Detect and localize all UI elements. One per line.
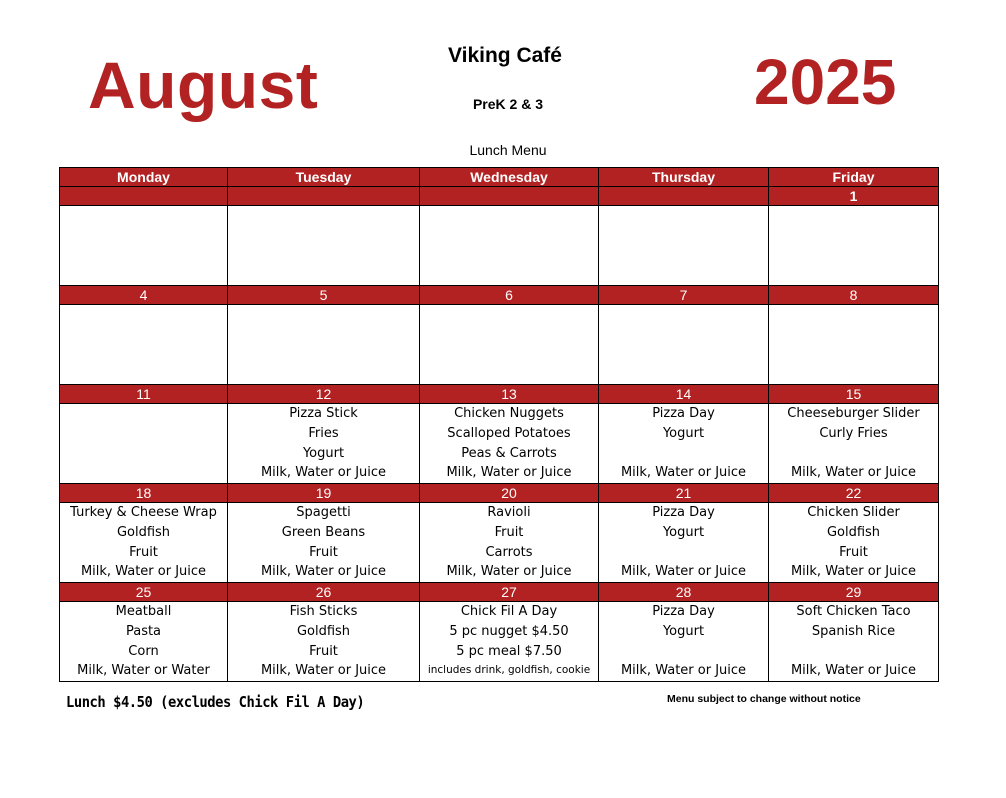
- menu-item: Fruit: [129, 544, 158, 560]
- date-cell: 29: [769, 583, 939, 602]
- menu-cell: [60, 404, 228, 484]
- cafe-name: Viking Café: [448, 44, 562, 67]
- date-cell: 11: [60, 385, 228, 404]
- menu-item: Milk, Water or Juice: [260, 564, 387, 580]
- date-cell: 28: [599, 583, 769, 602]
- menu-item: Fruit: [494, 524, 524, 540]
- menu-item: [599, 543, 768, 563]
- menu-cell: [60, 503, 228, 583]
- menu-item: Yogurt: [302, 445, 345, 461]
- menu-item: Milk, Water or Juice: [790, 465, 917, 481]
- disclaimer-note: Menu subject to change without notice: [667, 693, 861, 705]
- menu-cell: [599, 404, 769, 484]
- menu-cell: [420, 404, 599, 484]
- weekday-header: Thursday: [599, 168, 769, 187]
- weekday-header: Tuesday: [228, 168, 420, 187]
- menu-cell: [769, 602, 939, 682]
- grade-level: PreK 2 & 3: [472, 96, 544, 112]
- menu-item: Milk, Water or Juice: [790, 564, 917, 580]
- menu-cell: [769, 503, 939, 583]
- weekday-header-row: [60, 168, 939, 187]
- menu-item: Green Beans: [281, 524, 366, 540]
- date-cell: 12: [228, 385, 420, 404]
- menu-item: Corn: [128, 643, 159, 659]
- menu-cell: [599, 503, 769, 583]
- date-row: [60, 286, 939, 305]
- date-row: [60, 187, 939, 206]
- menu-item: Pasta: [125, 623, 162, 639]
- menu-cell: [769, 206, 939, 286]
- menu-item: [769, 642, 938, 662]
- date-cell: 18: [60, 484, 228, 503]
- menu-item: Pizza Day: [652, 604, 715, 619]
- menu-item: Milk, Water or Juice: [80, 564, 207, 580]
- menu-cell: [599, 602, 769, 682]
- menu-item: Yogurt: [662, 425, 705, 441]
- menu-item: Cheeseburger Slider: [787, 406, 920, 421]
- menu-item: Chicken Nuggets: [454, 406, 564, 421]
- menu-item: Milk, Water or Juice: [260, 465, 387, 481]
- menu-item: Milk, Water or Juice: [620, 465, 747, 481]
- menu-cell: [599, 305, 769, 385]
- menu-item: Spagetti: [296, 505, 351, 520]
- date-cell: 7: [599, 286, 769, 305]
- menu-item: Fruit: [309, 643, 338, 659]
- date-cell: 13: [420, 385, 599, 404]
- menu-cell: [228, 305, 420, 385]
- date-cell: 26: [228, 583, 420, 602]
- menu-item: Yogurt: [662, 623, 705, 639]
- menu-item: Soft Chicken Taco: [796, 604, 911, 619]
- date-cell: 5: [228, 286, 420, 305]
- month-title: August: [88, 48, 319, 122]
- menu-cell: [769, 305, 939, 385]
- date-cell: 6: [420, 286, 599, 305]
- menu-cell: [420, 503, 599, 583]
- menu-cell: [599, 206, 769, 286]
- date-cell: 14: [599, 385, 769, 404]
- calendar-table: [59, 167, 939, 682]
- date-row: [60, 385, 939, 404]
- menu-item: Chicken Slider: [807, 505, 900, 520]
- year-title: 2025: [754, 46, 897, 118]
- menu-item: Meatball: [115, 604, 172, 619]
- menu-item: Milk, Water or Water: [77, 663, 210, 679]
- menu-item: Ravioli: [487, 505, 531, 520]
- date-cell: [420, 187, 599, 206]
- menu-item: Pizza Stick: [289, 406, 358, 421]
- menu-cell: [60, 602, 228, 682]
- menu-item: [599, 444, 768, 464]
- menu-item: Fries: [308, 425, 339, 441]
- menu-cell: [420, 305, 599, 385]
- menu-cell: [228, 404, 420, 484]
- menu-cell: [420, 206, 599, 286]
- menu-item: Fish Sticks: [289, 604, 358, 619]
- menu-row: [60, 503, 939, 583]
- date-cell: 1: [769, 187, 939, 206]
- date-row: [60, 484, 939, 503]
- date-cell: 20: [420, 484, 599, 503]
- menu-title: Lunch Menu: [469, 142, 547, 158]
- date-cell: 4: [60, 286, 228, 305]
- menu-item: [599, 642, 768, 662]
- menu-item: Fruit: [839, 544, 868, 560]
- date-cell: 21: [599, 484, 769, 503]
- menu-item: Pizza Day: [652, 406, 715, 421]
- menu-item: Chick Fil A Day: [460, 604, 558, 619]
- menu-row: [60, 305, 939, 385]
- menu-item: Spanish Rice: [811, 623, 896, 639]
- menu-item: Fruit: [309, 544, 338, 560]
- date-cell: 27: [420, 583, 599, 602]
- price-note: Lunch $4.50 (excludes Chick Fil A Day): [66, 693, 365, 711]
- menu-row: [60, 206, 939, 286]
- menu-item: 5 pc nugget $4.50: [449, 623, 569, 639]
- menu-item: Milk, Water or Juice: [446, 564, 572, 580]
- menu-item: Peas & Carrots: [461, 445, 557, 461]
- date-cell: 8: [769, 286, 939, 305]
- menu-item: Curly Fries: [819, 425, 888, 441]
- date-cell: [599, 187, 769, 206]
- menu-item: Goldfish: [116, 524, 171, 540]
- menu-cell: [60, 305, 228, 385]
- menu-item: Milk, Water or Juice: [620, 564, 747, 580]
- menu-item: Milk, Water or Juice: [620, 663, 747, 679]
- menu-item: Turkey & Cheese Wrap: [70, 505, 217, 520]
- menu-row: [60, 404, 939, 484]
- menu-cell: [769, 404, 939, 484]
- weekday-header: Wednesday: [420, 168, 599, 187]
- menu-item: [769, 444, 938, 464]
- date-cell: 22: [769, 484, 939, 503]
- menu-item: Goldfish: [826, 524, 881, 540]
- menu-cell: [420, 602, 599, 682]
- date-cell: 25: [60, 583, 228, 602]
- menu-cell: [228, 206, 420, 286]
- menu-item: Milk, Water or Juice: [790, 663, 917, 679]
- menu-row: [60, 602, 939, 682]
- date-cell: 19: [228, 484, 420, 503]
- date-cell: [60, 187, 228, 206]
- menu-item: Carrots: [485, 544, 533, 560]
- menu-item: 5 pc meal $7.50: [456, 643, 562, 659]
- menu-item: Milk, Water or Juice: [260, 663, 387, 679]
- date-row: [60, 583, 939, 602]
- menu-cell: [228, 503, 420, 583]
- menu-item: Yogurt: [662, 524, 705, 540]
- date-cell: [228, 187, 420, 206]
- menu-cell: [228, 602, 420, 682]
- date-cell: 15: [769, 385, 939, 404]
- menu-cell: [60, 206, 228, 286]
- menu-item: Scalloped Potatoes: [447, 425, 571, 441]
- weekday-header: Friday: [769, 168, 939, 187]
- menu-item: Milk, Water or Juice: [446, 465, 572, 481]
- menu-item: includes drink, goldfish, cookie: [427, 664, 591, 677]
- menu-item: Goldfish: [296, 623, 351, 639]
- menu-item: Pizza Day: [652, 505, 715, 520]
- weekday-header: Monday: [60, 168, 228, 187]
